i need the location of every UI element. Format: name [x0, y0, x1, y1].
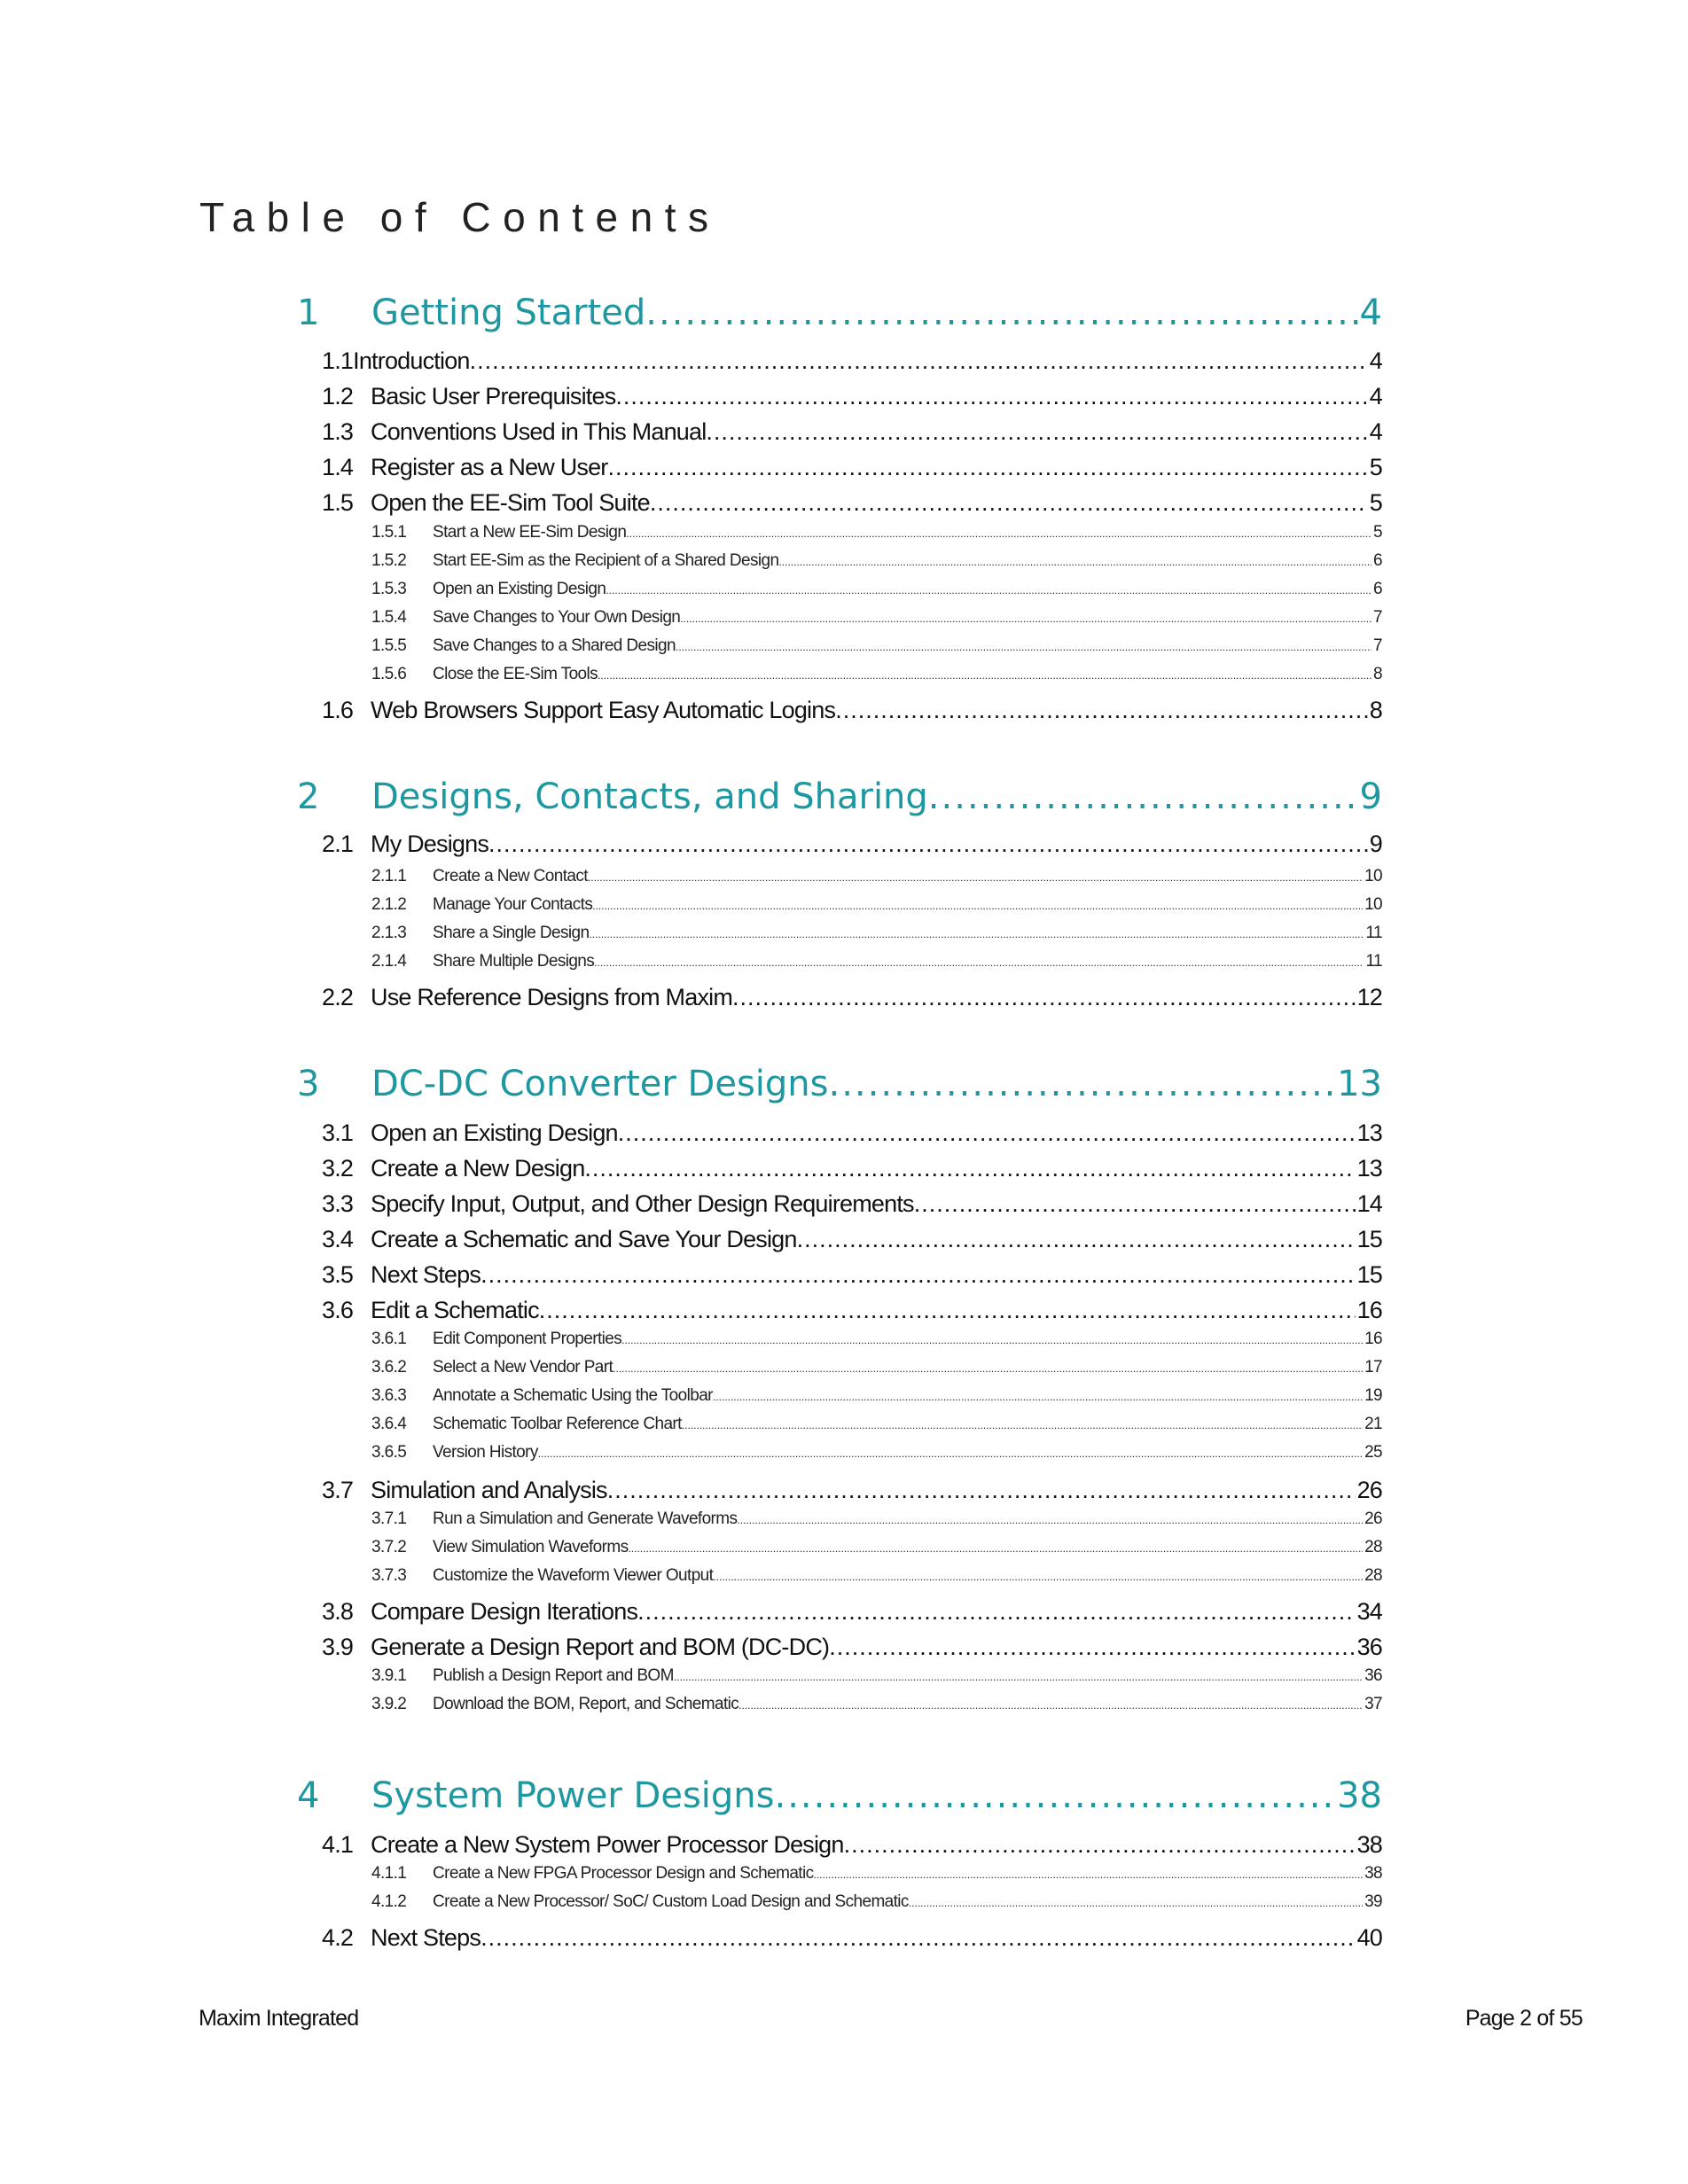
toc-section-entry[interactable] — [322, 1226, 1382, 1260]
toc-section-entry[interactable] — [322, 1924, 1382, 1958]
toc-entry-number: 1.5.1 — [371, 523, 407, 542]
toc-subsection-entry[interactable] — [371, 1864, 1382, 1887]
toc-section-entry[interactable] — [322, 1190, 1382, 1224]
toc-section-entry[interactable] — [322, 1119, 1382, 1153]
toc-chapter-entry[interactable] — [297, 1064, 1382, 1117]
toc-entry-title: Start a New EE-Sim Design — [433, 523, 627, 542]
toc-entry-page: 10 — [1364, 867, 1382, 885]
toc-subsection-entry[interactable] — [371, 580, 1382, 603]
toc-entry-number: 3.6.1 — [371, 1330, 407, 1348]
toc-leader-dots — [835, 697, 1368, 724]
toc-entry-title: Create a New System Power Processor Design — [371, 1831, 844, 1858]
toc-entry-title: Web Browsers Support Easy Automatic Logins — [371, 697, 836, 723]
toc-leader-dots — [488, 831, 1368, 858]
toc-leader-dots — [814, 1868, 1364, 1881]
toc-entry-number: 3.7.1 — [371, 1509, 407, 1528]
toc-entry-page: 14 — [1356, 1190, 1382, 1217]
toc-section-entry[interactable] — [322, 347, 1382, 381]
toc-subsection-entry[interactable] — [371, 1415, 1382, 1438]
toc-section-entry[interactable] — [322, 383, 1382, 417]
toc-entry-number: 1.1 — [322, 347, 354, 374]
toc-entry-title: Compare Design Iterations — [371, 1598, 638, 1625]
toc-leader-dots — [928, 776, 1358, 817]
toc-entry-number: 3.4 — [322, 1226, 354, 1252]
toc-entry-title: My Designs — [371, 831, 489, 857]
toc-entry-title: Designs, Contacts, and Sharing — [371, 776, 928, 817]
toc-leader-dots — [539, 1297, 1356, 1324]
toc-entry-title: Publish a Design Report and BOM — [433, 1666, 674, 1685]
toc-entry-title: Create a New Processor/ SoC/ Custom Load Design and Schematic — [433, 1892, 909, 1911]
toc-entry-title: Getting Started — [371, 292, 646, 333]
toc-subsection-entry[interactable] — [371, 1509, 1382, 1533]
toc-entry-page: 4 — [1369, 347, 1382, 374]
toc-entry-page: 13 — [1337, 1064, 1382, 1104]
toc-entry-number: 3.5 — [322, 1261, 354, 1288]
toc-entry-title: Download the BOM, Report, and Schematic — [433, 1695, 739, 1713]
toc-subsection-entry[interactable] — [371, 867, 1382, 890]
toc-entry-page: 26 — [1356, 1477, 1382, 1503]
toc-entry-title: DC-DC Converter Designs — [371, 1064, 829, 1104]
toc-leader-dots — [914, 1190, 1356, 1218]
toc-entry-number: 1.5.2 — [371, 551, 407, 570]
toc-entry-title: Edit a Schematic — [371, 1297, 539, 1323]
toc-subsection-entry[interactable] — [371, 1443, 1382, 1466]
toc-entry-number: 2.1.1 — [371, 867, 407, 885]
toc-section-entry[interactable] — [322, 1831, 1382, 1865]
toc-entry-title: Introduction — [353, 347, 470, 374]
toc-entry-title: Register as a New User — [371, 454, 608, 480]
toc-subsection-entry[interactable] — [371, 665, 1382, 688]
toc-entry-title: Basic User Prerequisites — [371, 383, 616, 410]
toc-entry-number: 3.2 — [322, 1155, 354, 1182]
toc-entry-page: 16 — [1356, 1297, 1382, 1323]
toc-leader-dots — [774, 1775, 1335, 1816]
toc-chapter-entry[interactable] — [297, 1775, 1382, 1829]
toc-entry-number: 4.1.2 — [371, 1892, 407, 1911]
toc-section-entry[interactable] — [322, 697, 1382, 730]
toc-leader-dots — [481, 1924, 1356, 1952]
toc-section-entry[interactable] — [322, 1477, 1382, 1510]
toc-entry-title: Specify Input, Output, and Other Design Requirements — [371, 1190, 914, 1217]
toc-section-entry[interactable] — [322, 1261, 1382, 1295]
toc-leader-dots — [621, 1334, 1363, 1346]
toc-entry-title: Create a New FPGA Processor Design and Schematic — [433, 1864, 814, 1883]
toc-section-entry[interactable] — [322, 418, 1382, 452]
toc-leader-dots — [589, 928, 1364, 940]
toc-entry-number: 1.5.5 — [371, 636, 407, 655]
toc-entry-page: 19 — [1364, 1386, 1382, 1405]
toc-leader-dots — [608, 454, 1368, 481]
toc-leader-dots — [674, 1671, 1363, 1683]
toc-section-entry[interactable] — [322, 489, 1382, 523]
toc-subsection-entry[interactable] — [371, 1538, 1382, 1561]
toc-entry-number: 1.5.3 — [371, 580, 407, 598]
toc-entry-number: 1.5.4 — [371, 608, 407, 627]
toc-entry-page: 12 — [1356, 984, 1382, 1010]
toc-subsection-entry[interactable] — [371, 952, 1382, 975]
toc-leader-dots — [682, 1419, 1363, 1431]
toc-leader-dots — [713, 1571, 1363, 1583]
toc-entry-number: 3 — [297, 1064, 320, 1104]
toc-leader-dots — [613, 1362, 1363, 1375]
toc-entry-title: Customize the Waveform Viewer Output — [433, 1566, 714, 1585]
toc-entry-number: 2.1 — [322, 831, 354, 857]
toc-entry-number: 2.2 — [322, 984, 354, 1010]
toc-leader-dots — [713, 1391, 1363, 1403]
toc-entry-number: 2.1.2 — [371, 895, 407, 914]
toc-section-entry[interactable] — [322, 454, 1382, 488]
toc-section-entry[interactable] — [322, 984, 1382, 1018]
toc-leader-dots — [598, 669, 1372, 682]
toc-entry-title: Open the EE-Sim Tool Suite — [371, 489, 650, 516]
toc-entry-page: 25 — [1364, 1443, 1382, 1462]
toc-entry-number: 3.7 — [322, 1477, 354, 1503]
toc-entry-number: 3.6.2 — [371, 1358, 407, 1377]
toc-entry-page: 4 — [1359, 292, 1382, 333]
toc-entry-number: 3.6.3 — [371, 1386, 407, 1405]
toc-entry-title: Save Changes to a Shared Design — [433, 636, 676, 655]
toc-entry-page: 5 — [1373, 523, 1382, 542]
toc-entry-page: 15 — [1356, 1226, 1382, 1252]
toc-entry-title: Close the EE-Sim Tools — [433, 665, 598, 683]
toc-entry-number: 3.6 — [322, 1297, 354, 1323]
toc-entry-number: 3.3 — [322, 1190, 354, 1217]
toc-entry-number: 2.1.3 — [371, 924, 407, 942]
toc-entry-number: 3.9.1 — [371, 1666, 407, 1685]
toc-leader-dots — [829, 1634, 1355, 1661]
toc-entry-page: 15 — [1356, 1261, 1382, 1288]
toc-entry-title: Run a Simulation and Generate Waveforms — [433, 1509, 738, 1528]
toc-entry-number: 1.5.6 — [371, 665, 407, 683]
toc-entry-page: 10 — [1364, 895, 1382, 914]
toc-entry-number: 3.6.4 — [371, 1415, 407, 1433]
toc-entry-number: 1.6 — [322, 697, 354, 723]
toc-section-entry[interactable] — [322, 1598, 1382, 1632]
toc-entry-page: 38 — [1337, 1775, 1382, 1816]
toc-entry-number: 3.7.3 — [371, 1566, 407, 1585]
toc-leader-dots — [470, 347, 1368, 375]
toc-entry-page: 26 — [1364, 1509, 1382, 1528]
toc-entry-page: 21 — [1364, 1415, 1382, 1433]
toc-leader-dots — [618, 1119, 1356, 1147]
toc-subsection-entry[interactable] — [371, 1695, 1382, 1718]
toc-leader-dots — [637, 1598, 1355, 1626]
toc-leader-dots — [592, 900, 1363, 912]
toc-leader-dots — [829, 1064, 1336, 1104]
toc-entry-page: 5 — [1369, 489, 1382, 516]
toc-entry-title: Share a Single Design — [433, 924, 590, 942]
toc-entry-title: Use Reference Designs from Maxim — [371, 984, 733, 1010]
toc-entry-page: 36 — [1364, 1666, 1382, 1685]
toc-entry-title: Share Multiple Designs — [433, 952, 595, 971]
toc-entry-number: 3.1 — [322, 1119, 354, 1146]
toc-entry-title: Schematic Toolbar Reference Chart — [433, 1415, 682, 1433]
toc-leader-dots — [645, 292, 1357, 333]
toc-entry-number: 1.2 — [322, 383, 354, 410]
toc-entry-number: 1.5 — [322, 489, 354, 516]
toc-entry-number: 4.1.1 — [371, 1864, 407, 1883]
toc-entry-title: Start EE-Sim as the Recipient of a Shared Design — [433, 551, 779, 570]
toc-entry-page: 40 — [1356, 1924, 1382, 1951]
toc-entry-number: 2.1.4 — [371, 952, 407, 971]
toc-section-entry[interactable] — [322, 831, 1382, 864]
toc-entry-page: 36 — [1356, 1634, 1382, 1660]
toc-entry-title: Open an Existing Design — [433, 580, 606, 598]
toc-entry-title: Manage Your Contacts — [433, 895, 593, 914]
toc-entry-title: Conventions Used in This Manual — [371, 418, 707, 445]
toc-subsection-entry[interactable] — [371, 895, 1382, 918]
toc-entry-title: Next Steps — [371, 1261, 481, 1288]
toc-entry-number: 3.6.5 — [371, 1443, 407, 1462]
toc-entry-title: Create a Schematic and Save Your Design — [371, 1226, 797, 1252]
toc-entry-page: 6 — [1373, 580, 1382, 598]
toc-leader-dots — [628, 1542, 1363, 1555]
toc-entry-number: 2 — [297, 776, 320, 817]
toc-entry-page: 16 — [1364, 1330, 1382, 1348]
toc-entry-title: Save Changes to Your Own Design — [433, 608, 681, 627]
toc-subsection-entry[interactable] — [371, 608, 1382, 631]
toc-entry-title: Create a New Design — [371, 1155, 585, 1182]
toc-chapter-entry[interactable] — [297, 776, 1382, 830]
toc-entry-title: Version History — [433, 1443, 538, 1462]
toc-subsection-entry[interactable] — [371, 523, 1382, 546]
toc-entry-page: 5 — [1369, 454, 1382, 480]
toc-subsection-entry[interactable] — [371, 636, 1382, 659]
toc-leader-dots — [606, 584, 1372, 597]
toc-entry-title: Open an Existing Design — [371, 1119, 618, 1146]
toc-subsection-entry[interactable] — [371, 1330, 1382, 1353]
toc-section-entry[interactable] — [322, 1297, 1382, 1330]
toc-entry-page: 39 — [1364, 1892, 1382, 1911]
toc-entry-number: 1.3 — [322, 418, 354, 445]
toc-entry-page: 17 — [1364, 1358, 1382, 1377]
toc-leader-dots — [778, 556, 1372, 568]
toc-subsection-entry[interactable] — [371, 1358, 1382, 1381]
toc-entry-title: Annotate a Schematic Using the Toolbar — [433, 1386, 713, 1405]
toc-entry-page: 9 — [1369, 831, 1382, 857]
toc-leader-dots — [706, 418, 1367, 446]
toc-entry-page: 4 — [1369, 418, 1382, 445]
toc-entry-page: 8 — [1369, 697, 1382, 723]
toc-entry-page: 6 — [1373, 551, 1382, 570]
toc-entry-number: 3.7.2 — [371, 1538, 407, 1556]
toc-entry-page: 11 — [1365, 952, 1382, 971]
toc-subsection-entry[interactable] — [371, 924, 1382, 947]
toc-leader-dots — [594, 956, 1364, 969]
toc-entry-page: 28 — [1364, 1538, 1382, 1556]
toc-leader-dots — [607, 1477, 1356, 1504]
toc-entry-number: 1.4 — [322, 454, 354, 480]
toc-section-entry[interactable] — [322, 1155, 1382, 1189]
toc-leader-dots — [844, 1831, 1356, 1859]
toc-entry-number: 1 — [297, 292, 320, 333]
toc-subsection-entry[interactable] — [371, 551, 1382, 574]
toc-entry-page: 13 — [1356, 1155, 1382, 1182]
toc-entry-page: 8 — [1373, 665, 1382, 683]
toc-entry-title: Generate a Design Report and BOM (DC-DC) — [371, 1634, 830, 1660]
toc-subsection-entry[interactable] — [371, 1566, 1382, 1589]
toc-subsection-entry[interactable] — [371, 1386, 1382, 1409]
toc-entry-page: 34 — [1356, 1598, 1382, 1625]
toc-entry-page: 11 — [1365, 924, 1382, 942]
toc-leader-dots — [738, 1699, 1363, 1712]
toc-leader-dots — [538, 1447, 1363, 1460]
toc-entry-title: Select a New Vendor Part — [433, 1358, 613, 1377]
toc-leader-dots — [626, 527, 1372, 540]
toc-entry-page: 4 — [1369, 383, 1382, 410]
toc-entry-page: 9 — [1359, 776, 1382, 817]
toc-entry-page: 7 — [1373, 636, 1382, 655]
toc-leader-dots — [584, 1155, 1355, 1182]
toc-leader-dots — [481, 1261, 1356, 1289]
toc-entry-page: 38 — [1356, 1831, 1382, 1858]
toc-entry-number: 4.2 — [322, 1924, 354, 1951]
toc-entry-page: 13 — [1356, 1119, 1382, 1146]
footer-company: Maxim Integrated — [199, 2006, 359, 2031]
toc-entry-title: Next Steps — [371, 1924, 481, 1951]
toc-subsection-entry[interactable] — [371, 1666, 1382, 1689]
toc-entry-page: 38 — [1364, 1864, 1382, 1883]
toc-subsection-entry[interactable] — [371, 1892, 1382, 1915]
toc-entry-number: 3.9 — [322, 1634, 354, 1660]
toc-entry-title: Create a New Contact — [433, 867, 588, 885]
toc-chapter-entry[interactable] — [297, 292, 1382, 346]
toc-entry-number: 4.1 — [322, 1831, 354, 1858]
toc-leader-dots — [650, 489, 1368, 517]
toc-entry-title: View Simulation Waveforms — [433, 1538, 629, 1556]
toc-entry-title: Simulation and Analysis — [371, 1477, 607, 1503]
footer-page-number: Page 2 of 55 — [1465, 2006, 1582, 2031]
toc-title: Table of Contents — [199, 194, 721, 240]
toc-leader-dots — [909, 1897, 1363, 1909]
toc-entry-number: 3.8 — [322, 1598, 354, 1625]
toc-entry-title: Edit Component Properties — [433, 1330, 622, 1348]
toc-entry-page: 7 — [1373, 608, 1382, 627]
toc-entry-page: 37 — [1364, 1695, 1382, 1713]
toc-leader-dots — [588, 871, 1363, 884]
toc-section-entry[interactable] — [322, 1634, 1382, 1667]
toc-entry-title: System Power Designs — [371, 1775, 775, 1816]
toc-leader-dots — [732, 984, 1356, 1011]
toc-entry-number: 4 — [297, 1775, 320, 1816]
toc-entry-page: 28 — [1364, 1566, 1382, 1585]
toc-leader-dots — [676, 641, 1372, 653]
toc-leader-dots — [680, 612, 1372, 625]
toc-leader-dots — [737, 1514, 1363, 1526]
toc-entry-number: 3.9.2 — [371, 1695, 407, 1713]
toc-leader-dots — [615, 383, 1367, 410]
toc-leader-dots — [797, 1226, 1356, 1253]
